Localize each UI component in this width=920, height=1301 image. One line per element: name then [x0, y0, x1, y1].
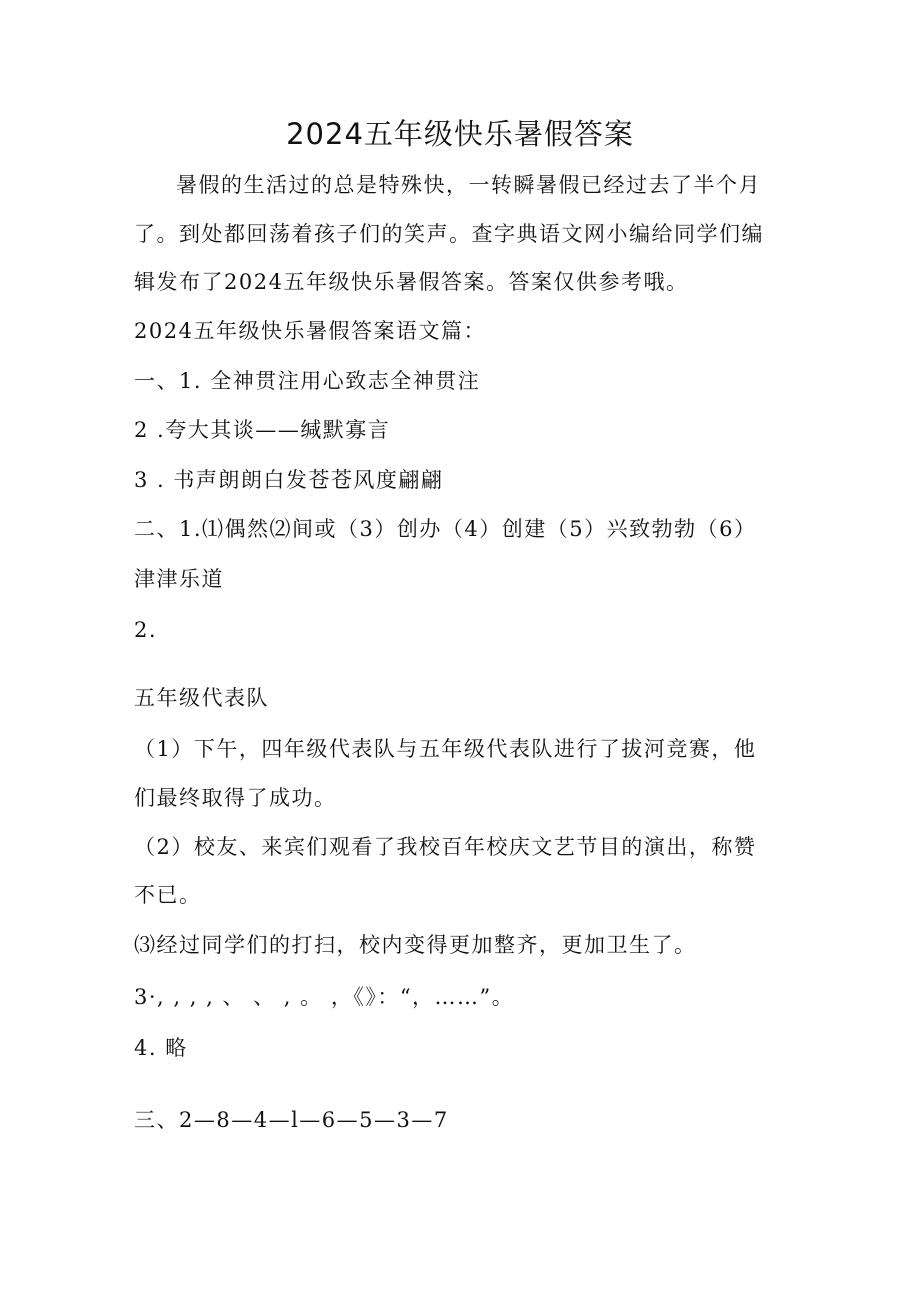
answer-line: 3 . 书声朗朗白发苍苍风度翩翩	[134, 468, 444, 492]
answer-line: 不已。	[134, 883, 202, 907]
answer-line: 津津乐道	[134, 567, 224, 591]
answer-line: 3·, , , , 、 、 , 。 ，《》：“，……”。	[134, 985, 515, 1009]
document-title: 2024五年级快乐暑假答案	[286, 117, 634, 151]
answer-line: （1）下午，四年级代表队与五年级代表队进行了拔河竞赛，他	[134, 737, 757, 761]
answer-line: 二、1.⑴偶然⑵间或（3）创办（4）创建（5）兴致勃勃（6）	[134, 517, 757, 541]
section-heading: 2024五年级快乐暑假答案语文篇：	[134, 319, 486, 343]
intro-line-2: 了。到处都回荡着孩子们的笑声。查字典语文网小编给同学们编	[134, 222, 764, 246]
answer-line: 一、1. 全神贯注用心致志全神贯注	[134, 369, 481, 393]
answer-line: （2）校友、来宾们观看了我校百年校庆文艺节目的演出，称赞	[134, 835, 757, 859]
answer-line: 三、2—8—4—l—6—5—3—7	[134, 1108, 449, 1132]
answer-line: 们最终取得了成功。	[134, 786, 337, 810]
answer-line: 4. 略	[134, 1036, 188, 1060]
answer-line: ⑶经过同学们的打扫，校内变得更加整齐，更加卫生了。	[134, 933, 697, 957]
intro-line-3: 辑发布了2024五年级快乐暑假答案。答案仅供参考哦。	[134, 270, 689, 294]
answer-line: 五年级代表队	[134, 686, 269, 710]
answer-line: 2 .夸大其谈——缄默寡言	[134, 418, 391, 442]
answer-line: 2.	[134, 618, 158, 642]
intro-line-1: 暑假的生活过的总是特殊快，一转瞬暑假已经过去了半个月	[176, 173, 761, 197]
